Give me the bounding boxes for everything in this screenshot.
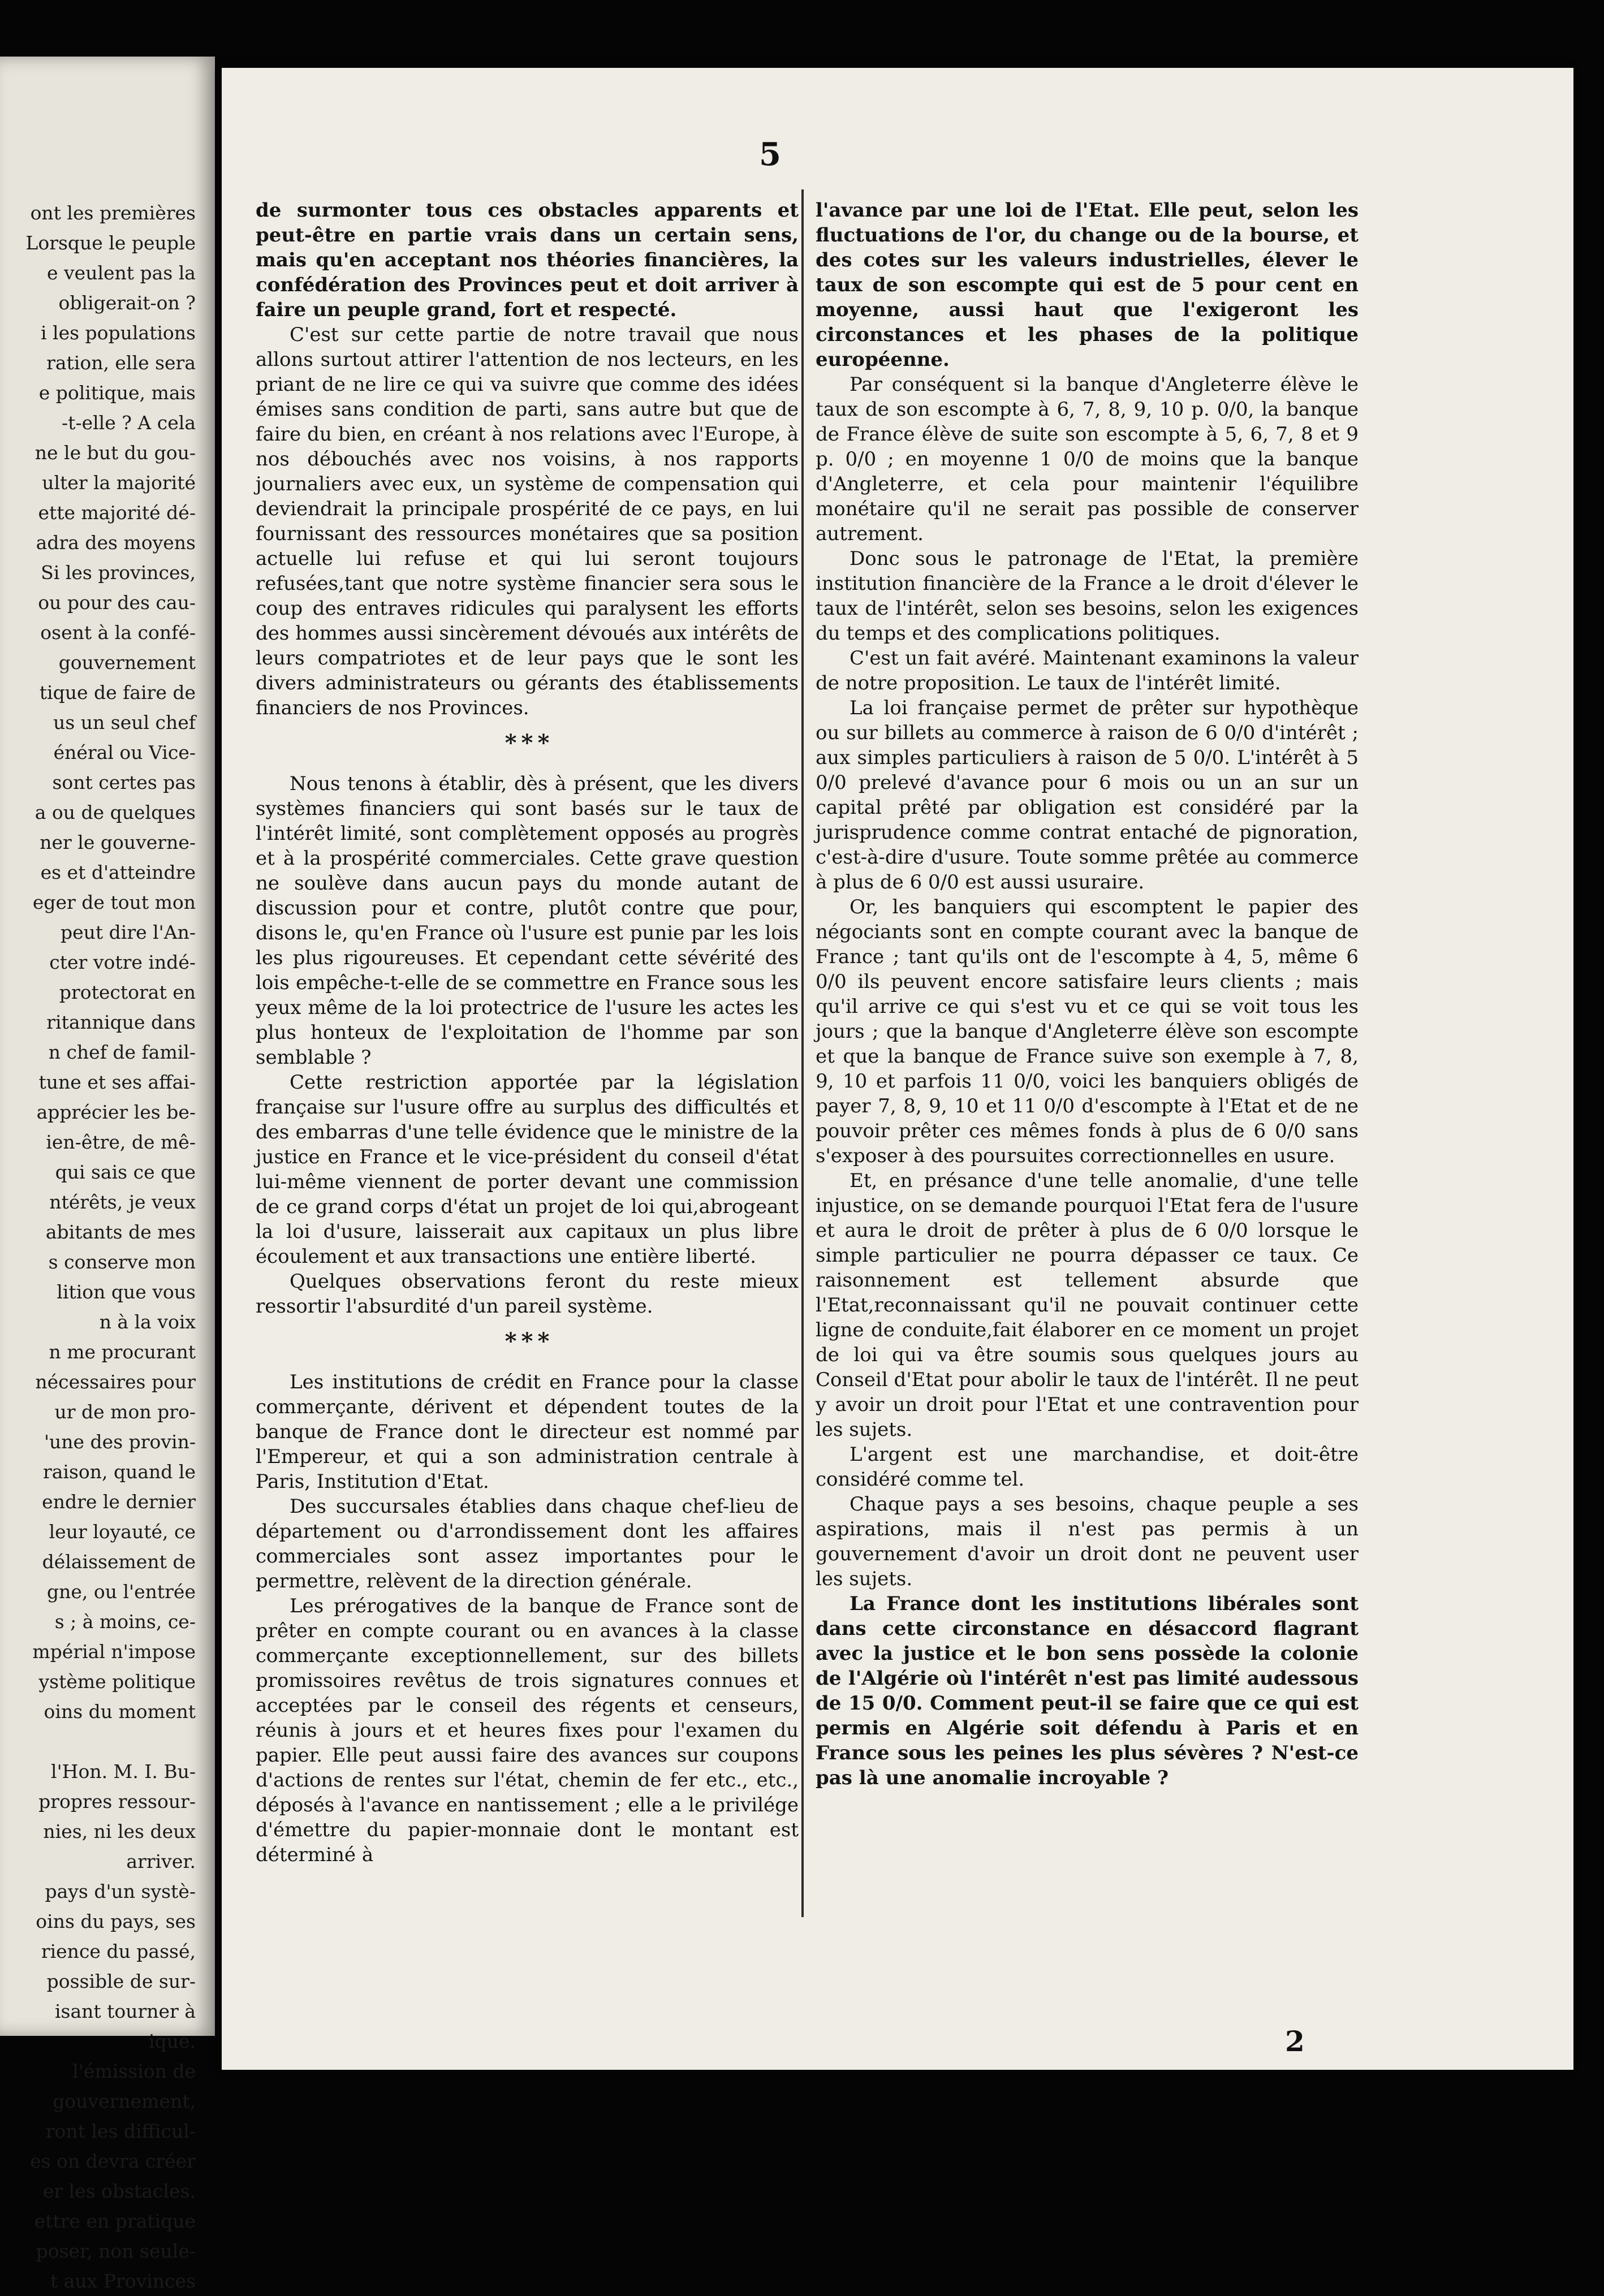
left-page-line: nécessaires pour bbox=[35, 1371, 196, 1393]
left-page-line: ettre en pratique bbox=[34, 2210, 196, 2232]
left-page-line: eger de tout mon bbox=[32, 891, 196, 913]
left-page-line: Lorsque le peuple bbox=[25, 232, 196, 254]
left-page-line: ntérêts, je veux bbox=[49, 1191, 196, 1213]
left-page-line: er les obstacles. bbox=[42, 2180, 196, 2202]
left-page-line: isant tourner à bbox=[54, 2000, 196, 2022]
left-page-line: arriver. bbox=[126, 1850, 196, 1872]
left-page-line: oins du moment bbox=[44, 1701, 196, 1723]
paragraph: Cette restriction apportée par la législation française sur l'usure offre au surplus des difficultés et des embarras d'une telle évidence que le ministre de la justice en France et le vice-président du conseil d'état lui-même viennent de porter devant une commission de ce grand corps d'état un projet de loi qui,abrogeant la loi d'usure, laisserait aux capitaux un plus libre écoulement et aux transactions une entière liberté. bbox=[256, 1071, 799, 1268]
left-page-line: ique. bbox=[149, 2030, 196, 2052]
left-page-line: e veulent pas la bbox=[47, 262, 196, 284]
left-page-line: rience du passé, bbox=[41, 1940, 196, 1962]
left-page-line: n à la voix bbox=[99, 1311, 196, 1333]
left-page-line: n chef de famil- bbox=[48, 1041, 196, 1063]
paragraph: Des succursales établies dans chaque chef-lieu de département ou d'arrondissement dont les affaires commerciales sont assez importantes pour le permettre, relèvent de la direction générale. bbox=[256, 1495, 799, 1592]
left-page-line: a ou de quelques bbox=[35, 801, 196, 823]
paragraph: Nous tenons à établir, dès à présent, que les divers systèmes financiers qui sont basés sur le taux de l'intérêt limité, sont complètement opposés au progrès et à la prospérité commerciales. Cette grave question ne soulève dans aucun pays du monde autant de discussion pour et contre, plutôt contre que pour, disons le, qu'en France où l'usure est punie par les lois les plus rigoureuses. Et cependant cette sévérité des lois empêche-t-elle de se commettre en France sous les yeux même de la loi protectrice de l'usure les actes les plus honteux de l'exploitation de l'homme par son semblable ? bbox=[256, 772, 799, 1069]
left-page-line: délaissement de bbox=[42, 1551, 196, 1573]
left-page-line: us un seul chef bbox=[53, 711, 196, 733]
left-page-line: ur de mon pro- bbox=[54, 1401, 196, 1423]
paragraph: de surmonter tous ces obstacles apparents et peut-être en partie vrais dans un certain sens, mais qu'en acceptant nos théories financières, la confédération des Provinces peut et doit arriver à faire un peuple grand, fort et respecté. bbox=[256, 199, 799, 321]
page bbox=[222, 68, 1573, 2070]
paragraph: La loi française permet de prêter sur hypothèque ou sur billets au commerce à raison de 6 0/0 d'intérêt ; aux simples particuliers à raison de 5 0/0. L'intérêt à 5 0/0 prelevé d'avance pour 6 mois ou un an sur un capital prêté par obligation est considéré par la jurisprudence comme contrat entaché de pignoration, c'est-à-dire d'usure. Toute somme prêtée au commerce à plus de 6 0/0 est aussi usuraire. bbox=[816, 697, 1359, 894]
left-page-line: mpérial n'impose bbox=[32, 1641, 196, 1663]
paragraph: Quelques observations feront du reste mieux ressortir l'absurdité d'un pareil système. bbox=[256, 1270, 799, 1318]
left-page-line: 'une des provin- bbox=[44, 1431, 196, 1453]
paragraph: L'argent est une marchandise, et doit-être considéré comme tel. bbox=[816, 1443, 1359, 1491]
left-page-line bbox=[0, 1727, 204, 1756]
left-page-text bbox=[0, 198, 204, 2296]
left-page-line: possible de sur- bbox=[46, 1970, 196, 1992]
left-page-line: e politique, mais bbox=[38, 382, 196, 404]
left-page-line: ner le gouverne- bbox=[40, 831, 196, 853]
left-page-line: es on devra créer bbox=[30, 2150, 196, 2172]
left-page-line: ne le but du gou- bbox=[35, 442, 196, 464]
left-page-line: ou pour des cau- bbox=[38, 592, 196, 614]
column-divider bbox=[801, 189, 804, 1917]
left-page-line: peut dire l'An- bbox=[61, 921, 196, 943]
left-page-line: ette majorité dé- bbox=[38, 502, 196, 524]
left-page-line: raison, quand le bbox=[42, 1461, 196, 1483]
column-right bbox=[816, 198, 1359, 1790]
left-page-line: endre le dernier bbox=[42, 1491, 196, 1513]
left-page-line: ritannique dans bbox=[46, 1011, 196, 1033]
left-page-line: pays d'un systè- bbox=[45, 1880, 196, 1902]
left-page-line: énéral ou Vice- bbox=[53, 741, 196, 763]
left-page-fragment bbox=[0, 57, 215, 2292]
page-number: 5 bbox=[759, 136, 781, 173]
left-page-line: nies, ni les deux bbox=[43, 1820, 196, 1842]
left-page-line: l'Hon. M. I. Bu- bbox=[51, 1760, 196, 1783]
paragraph: C'est sur cette partie de notre travail que nous allons surtout attirer l'attention de nos lecteurs, en les priant de ne lire ce qui va suivre que comme des idées émises sans condition de parti, sans autre but que de faire du bien, en créant à nos relations avec l'Europe, à nos débouchés avec nos voisins, à nos rapports journaliers avec eux, un système de compensation qui deviendrait la principale prospérité de ce pays, en lui fournissant des ressources monétaires que sa position actuelle lui refuse et qui lui seront toujours refusées,tant que notre système financier sera sous le coup des entraves ridicules qui paralysent les efforts des hommes aussi sincèrement dévoués aux intérêts de leurs compatriotes et de leur pays que le sont les divers administrateurs ou gérants des établissements financiers de nos Provinces. bbox=[256, 323, 799, 719]
left-page-line: gouvernement bbox=[58, 651, 196, 674]
paragraph: C'est un fait avéré. Maintenant examinons la valeur de notre proposition. Le taux de l'intérêt limité. bbox=[816, 647, 1359, 694]
left-page-line: obligerait-on ? bbox=[58, 292, 196, 314]
paragraph: Par conséquent si la banque d'Angleterre élève le taux de son escompte à 6, 7, 8, 9, 10 p. 0/0, la banque de France élève de suite son escompte à 5, 6, 7, 8 et 9 p. 0/0 ; en moyenne 1 0/0 de moins que la banque d'Angleterre, et cela pour maintenir l'équilibre monétaire qu'il ne serait pas possible de conserver autrement. bbox=[816, 373, 1359, 545]
left-page-line: t aux Provinces bbox=[50, 2270, 196, 2292]
left-page-line: ien-être, de mê- bbox=[46, 1131, 196, 1153]
paragraph: Les institutions de crédit en France pour la classe commerçante, dérivent et dépendent toutes de la banque de France dont le directeur est nommé par l'Empereur, et qui a son administration centrale à Paris, Institution d'Etat. bbox=[256, 1371, 799, 1493]
paragraph: La France dont les institutions libérales sont dans cette circonstance en désaccord flagrant avec la justice et le bon sens possède la colonie de l'Algérie où l'intérêt n'est pas limité audessous de 15 0/0. Comment peut-il se faire que ce qui est permis en Algérie soit défendu à Paris et en France sous les peines les plus sévères ? N'est-ce pas là une anomalie incroyable ? bbox=[816, 1592, 1359, 1789]
paragraph: l'avance par une loi de l'Etat. Elle peut, selon les fluctuations de l'or, du change ou de la bourse, et des cotes sur les valeurs industrielles, élever le taux de son escompte qui est de 5 pour cent en moyenne, aussi haut que l'exigeront les circonstances et les phases de la politique européenne. bbox=[816, 199, 1359, 371]
left-page-line: gouvernement, bbox=[53, 2090, 196, 2112]
paragraph: Donc sous le patronage de l'Etat, la première institution financière de la France a le droit d'élever le taux de l'intérêt, selon ses besoins, selon les exigences du temps et des complications politiques. bbox=[816, 547, 1359, 645]
left-page-line: apprécier les be- bbox=[36, 1101, 196, 1123]
left-page-line: i les populations bbox=[40, 322, 196, 344]
left-page-line: lition que vous bbox=[57, 1281, 196, 1303]
left-page-line: abitants de mes bbox=[45, 1221, 196, 1243]
left-page-line: osent à la confé- bbox=[40, 622, 196, 644]
left-page-line: adra des moyens bbox=[36, 532, 196, 554]
left-page-line: protectorat en bbox=[59, 981, 196, 1003]
left-page-line: tune et ses affai- bbox=[38, 1071, 196, 1093]
section-separator: * * * bbox=[505, 1328, 550, 1354]
paragraph: Or, les banquiers qui escomptent le papier des négociants sont en compte courant avec la banque de France ; tant qu'ils ont de l'escompte à 4, 5, même 6 0/0 ils peuvent encore satisfaire leurs clients ; mais qu'il arrive ce qui s'est vu et ce qui se voit tous les jours ; que la banque d'Angleterre élève son escompte et que la banque de France suive son exemple à 7, 8, 9, 10 et parfois 11 0/0, voici les banquiers obligés de payer 7, 8, 9, 10 et 11 0/0 d'escompte à l'Etat et de ne pouvoir prêter ces mêmes fonds à plus de 6 0/0 sans s'exposer à des poursuites correctionnelles en usure. bbox=[816, 896, 1359, 1167]
paragraph: Chaque pays a ses besoins, chaque peuple a ses aspirations, mais il n'est pas permis à un gouvernement d'avoir un droit dont ne peuvent user les sujets. bbox=[816, 1493, 1359, 1590]
left-page-line: cter votre indé- bbox=[49, 951, 196, 973]
signature-mark: 2 bbox=[1285, 2025, 1305, 2058]
left-page-line: l'émission de bbox=[72, 2060, 196, 2082]
left-page-line: oins du pays, ses bbox=[36, 1910, 196, 1932]
left-page-line: tique de faire de bbox=[39, 681, 196, 704]
left-page-line: Si les provinces, bbox=[41, 562, 196, 584]
left-page-line: -t-elle ? A cela bbox=[62, 412, 196, 434]
section-separator: * * * bbox=[505, 730, 550, 756]
left-page-line: ration, elle sera bbox=[46, 352, 196, 374]
column-left bbox=[256, 198, 799, 1867]
left-page-line: ront les difficul- bbox=[45, 2120, 196, 2142]
left-page-line: es et d'atteindre bbox=[40, 861, 196, 883]
left-page-line: qui sais ce que bbox=[55, 1161, 196, 1183]
left-page-line: ystème politique bbox=[38, 1671, 196, 1693]
left-page-line: ont les premières bbox=[30, 202, 196, 224]
left-page-line: propres ressour- bbox=[38, 1790, 196, 1812]
left-page-line: s conserve mon bbox=[48, 1251, 196, 1273]
left-page-line: poser, non seule- bbox=[36, 2240, 196, 2262]
left-page-line: sont certes pas bbox=[52, 771, 196, 793]
left-page-line: gne, ou l'entrée bbox=[46, 1581, 196, 1603]
left-page-line: ulter la majorité bbox=[42, 472, 196, 494]
left-page-line: s ; à moins, ce- bbox=[54, 1611, 196, 1633]
left-page-line: n me procurant bbox=[49, 1341, 196, 1363]
paragraph: Et, en présance d'une telle anomalie, d'une telle injustice, on se demande pourquoi l'Etat fera de l'usure et aura le droit de prêter à plus de 6 0/0 lorsque le simple particulier ne pourra dépasser ce taux. Ce raisonnement est tellement absurde que l'Etat,reconnaissant qu'il ne pouvait continuer cette ligne de conduite,fait élaborer en ce moment un projet de loi qui va être soumis sous quelques jours au Conseil d'Etat pour abolir le taux de l'intérêt. Il ne peut y avoir un droit pour l'Etat et une contravention pour les sujets. bbox=[816, 1169, 1359, 1441]
left-page-line: leur loyauté, ce bbox=[49, 1521, 196, 1543]
paragraph: Les prérogatives de la banque de France sont de prêter en compte courant ou en avances à la classe commerçante exceptionnellement, sur des billets promissoires revêtus de trois signatures connues et acceptées par le conseil des régents et censeurs, réunis à jours et et heures fixes pour l'examen du papier. Elle peut aussi faire des avances sur coupons d'actions de rentes sur l'état, chemin de fer etc., etc., déposés à l'avance en nantissement ; elle a le privilége d'émettre du papier-monnaie dont le montant est déterminé à bbox=[256, 1595, 799, 1866]
